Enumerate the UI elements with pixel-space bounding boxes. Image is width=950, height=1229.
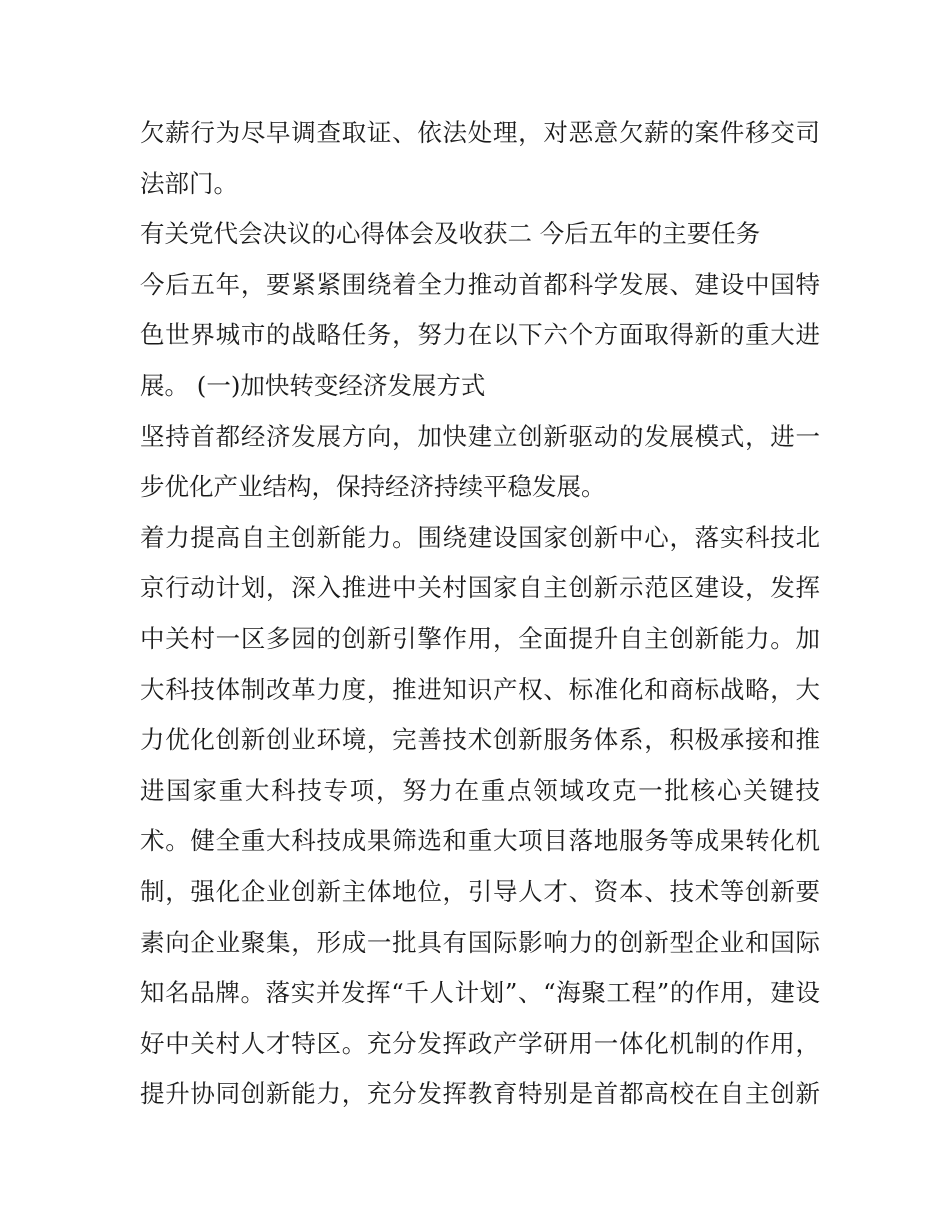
text-line: 素向企业聚集，形成一批具有国际影响力的创新型企业和国际 xyxy=(140,927,820,957)
text-line: 京行动计划，深入推进中关村国家自主创新示范区建设，发挥 xyxy=(140,573,820,603)
text-line: 色世界城市的战略任务，努力在以下六个方面取得新的重大进 xyxy=(140,320,820,350)
text-line: 着力提高自主创新能力。围绕建设国家创新中心，落实科技北 xyxy=(140,522,820,552)
text-line: 展。 (一)加快转变经济发展方式 xyxy=(140,370,486,400)
text-line: 制，强化企业创新主体地位，引导人才、资本、技术等创新要 xyxy=(140,876,820,906)
text-line: 步优化产业结构，保持经济持续平稳发展。 xyxy=(140,472,606,502)
text-line: 法部门。 xyxy=(140,168,238,198)
text-line: 今后五年，要紧紧围绕着全力推动首都科学发展、建设中国特 xyxy=(140,269,820,299)
document-body xyxy=(140,108,820,1120)
text-line: 好中关村人才特区。充分发挥政产学研用一体化机制的作用， xyxy=(140,1028,820,1058)
text-line: 进国家重大科技专项，努力在重点领域攻克一批核心关键技 xyxy=(140,775,820,805)
text-line: 中关村一区多园的创新引擎作用，全面提升自主创新能力。加 xyxy=(140,623,820,653)
text-line: 提升协同创新能力，充分发挥教育特别是首都高校在自主创新 xyxy=(140,1079,820,1109)
text-line: 知名品牌。落实并发挥“千人计划”、“海聚工程”的作用，建设 xyxy=(140,978,820,1008)
text-line: 有关党代会决议的心得体会及收获二 今后五年的主要任务 xyxy=(140,219,761,249)
text-line: 大科技体制改革力度，推进知识产权、标准化和商标战略，大 xyxy=(140,674,820,704)
text-line: 欠薪行为尽早调查取证、依法处理，对恶意欠薪的案件移交司 xyxy=(140,118,820,147)
text-line: 力优化创新创业环境，完善技术创新服务体系，积极承接和推 xyxy=(140,725,820,755)
text-line: 术。健全重大科技成果筛选和重大项目落地服务等成果转化机 xyxy=(140,826,820,856)
text-line: 坚持首都经济发展方向，加快建立创新驱动的发展模式，进一 xyxy=(140,421,820,451)
